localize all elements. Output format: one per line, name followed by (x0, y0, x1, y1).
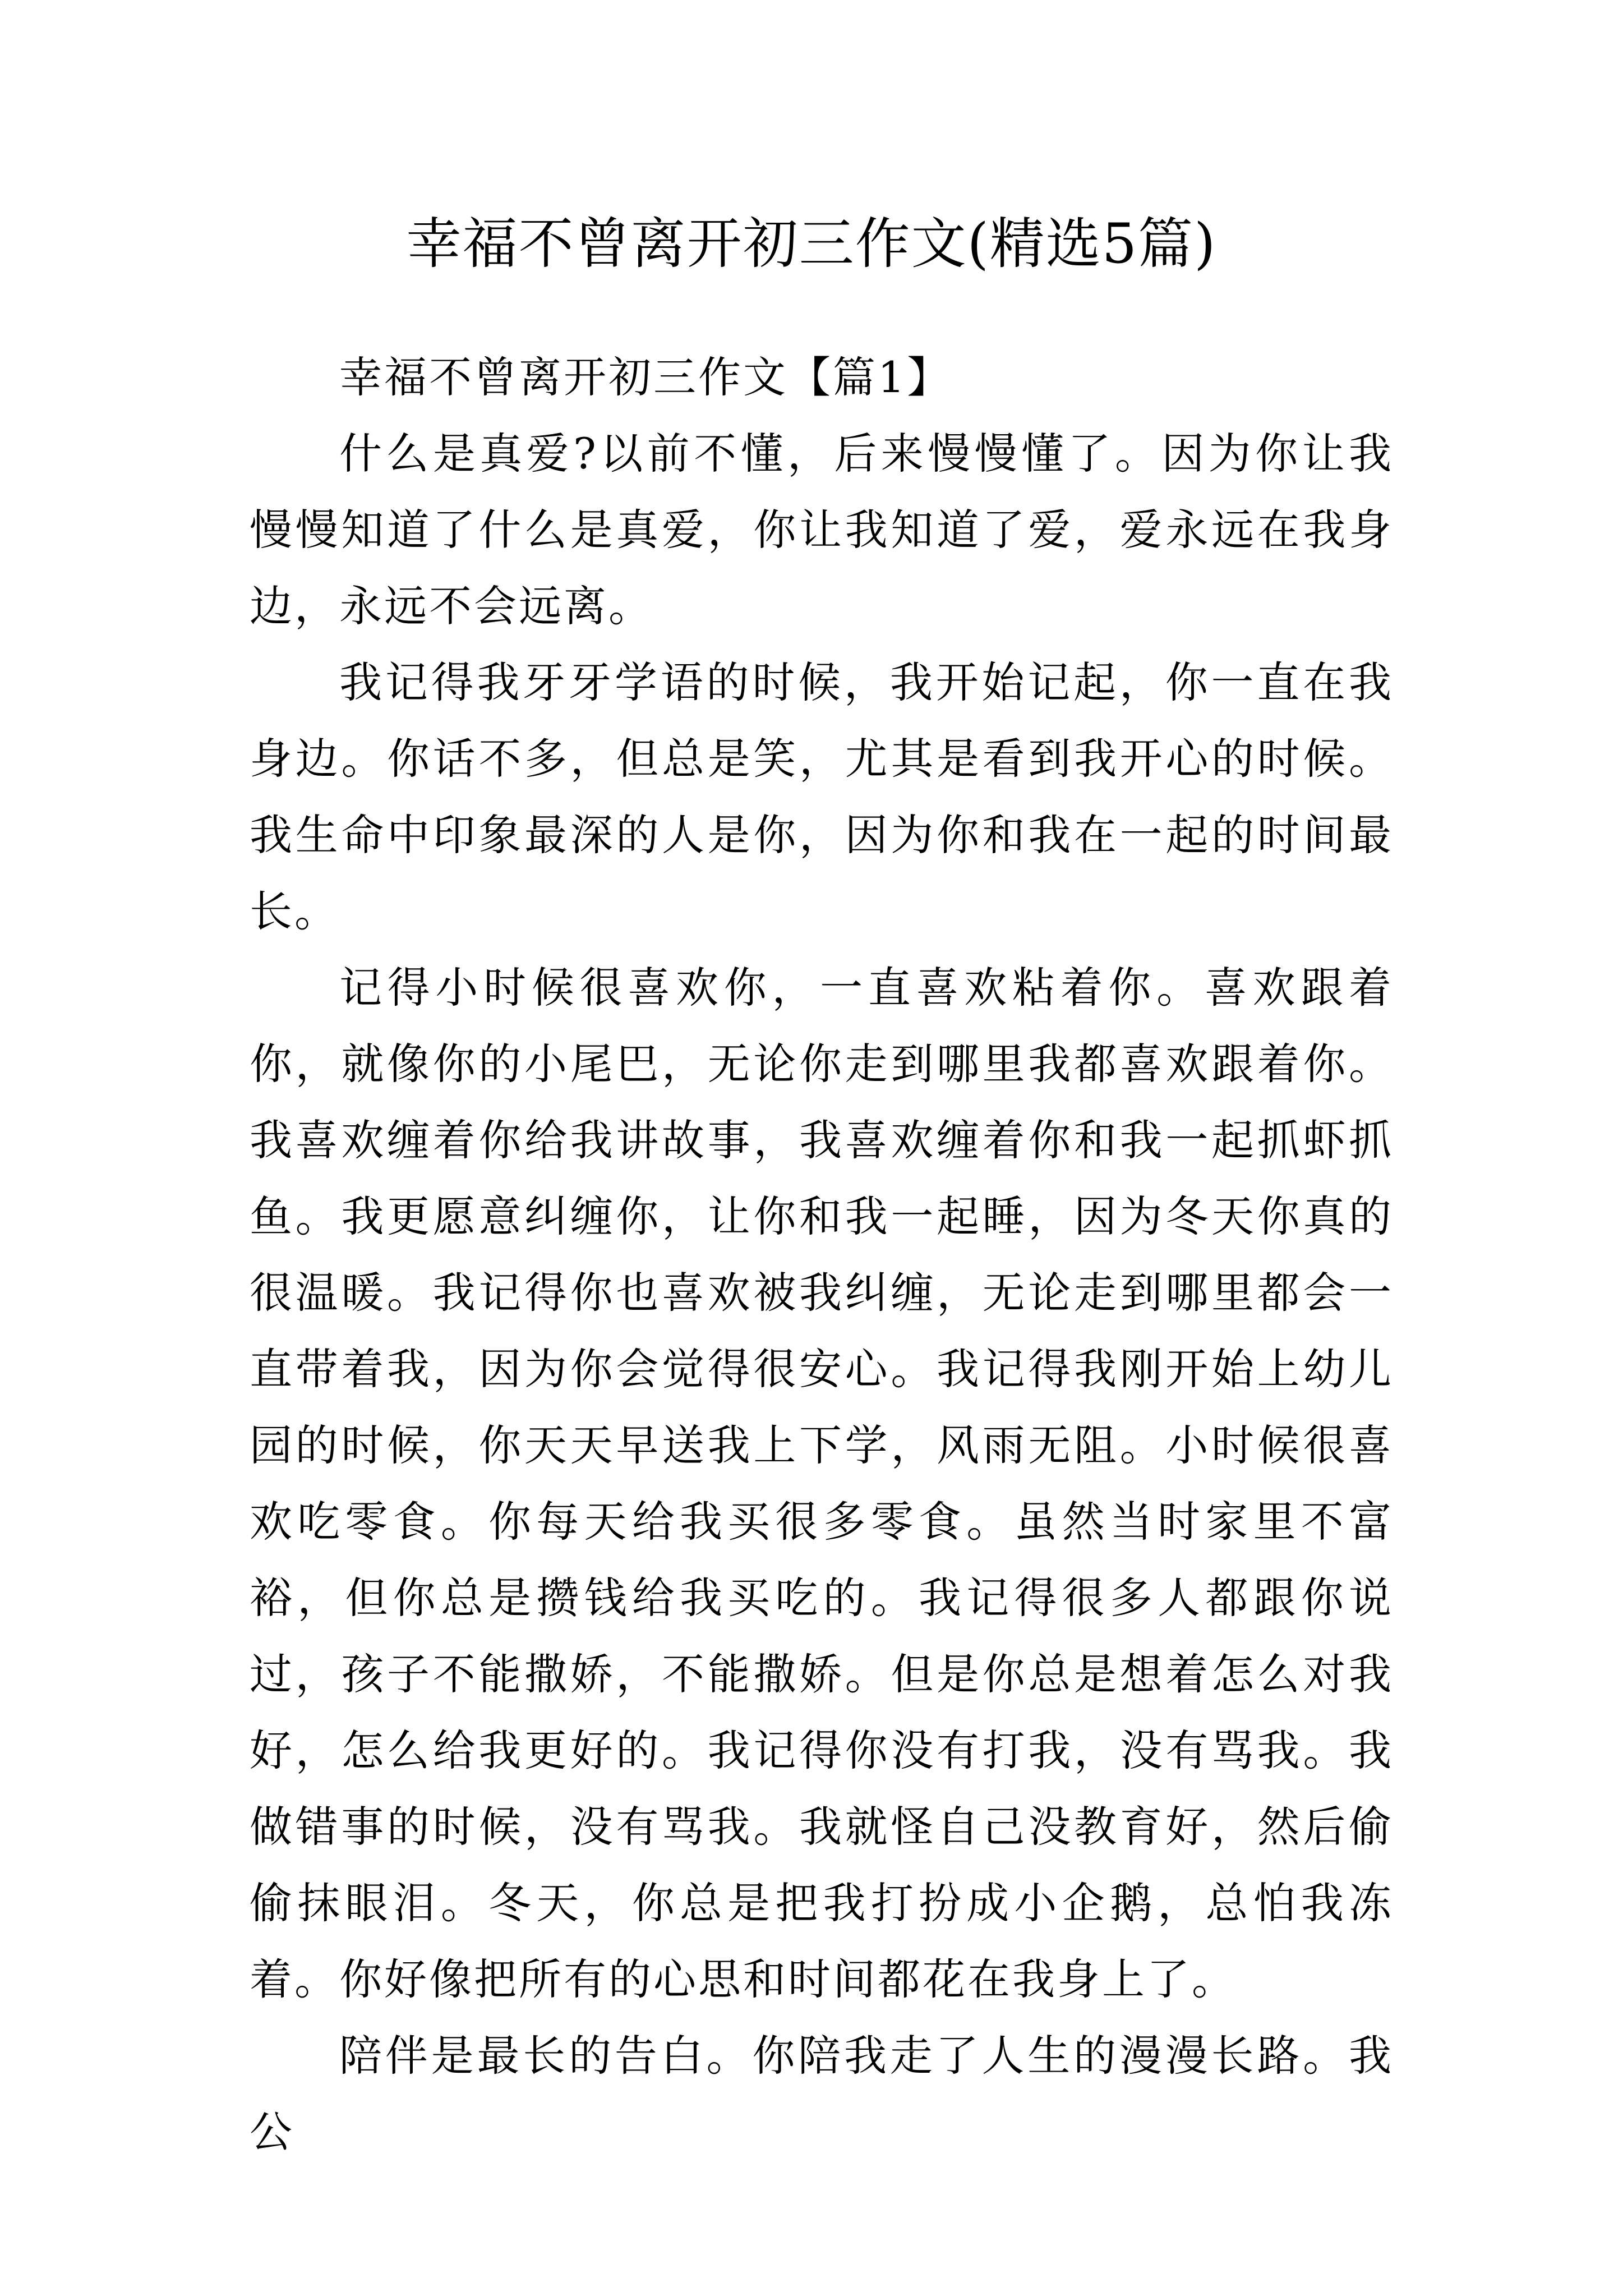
paragraph: 什么是真爱?以前不懂，后来慢慢懂了。因为你让我慢慢知道了什么是真爱，你让我知道了爱，爱永远在我身边，永远不会远离。 (250, 429, 1394, 631)
paragraph: 陪伴是最长的告白。你陪我走了人生的漫漫长路。我公 (250, 2031, 1394, 2157)
paragraph: 我记得我牙牙学语的时候，我开始记起，你一直在我身边。你话不多，但总是笑，尤其是看到我开心的时候。我生命中印象最深的人是你，因为你和我在一起的时间最长。 (250, 657, 1394, 936)
paragraph: 记得小时候很喜欢你，一直喜欢粘着你。喜欢跟着你，就像你的小尾巴，无论你走到哪里我都喜欢跟着你。我喜欢缠着你给我讲故事，我喜欢缠着你和我一起抓虾抓鱼。我更愿意纠缠你，让你和我一起睡，因为冬天你真的很温暖。我记得你也喜欢被我纠缠，无论走到哪里都会一直带着我，因为你会觉得很安心。我记得我刚开始上幼儿园的时候，你天天早送我上下学，风雨无阻。小时候很喜欢吃零食。你每天给我买很多零食。虽然当时家里不富裕，但你总是攒钱给我买吃的。我记得很多人都跟你说过，孩子不能撒娇，不能撒娇。但是你总是想着怎么对我好，怎么给我更好的。我记得你没有打我，没有骂我。我做错事的时候，没有骂我。我就怪自己没教育好，然后偷偷抹眼泪。冬天，你总是把我打扮成小企鹅，总怕我冻着。你好像把所有的心思和时间都花在我身上了。 (250, 963, 1394, 2004)
document-title: 幸福不曾离开初三作文(精选5篇) (406, 212, 1217, 276)
section-heading: 幸福不曾离开初三作文【篇1】 (339, 352, 952, 402)
document-body (250, 339, 1394, 2170)
